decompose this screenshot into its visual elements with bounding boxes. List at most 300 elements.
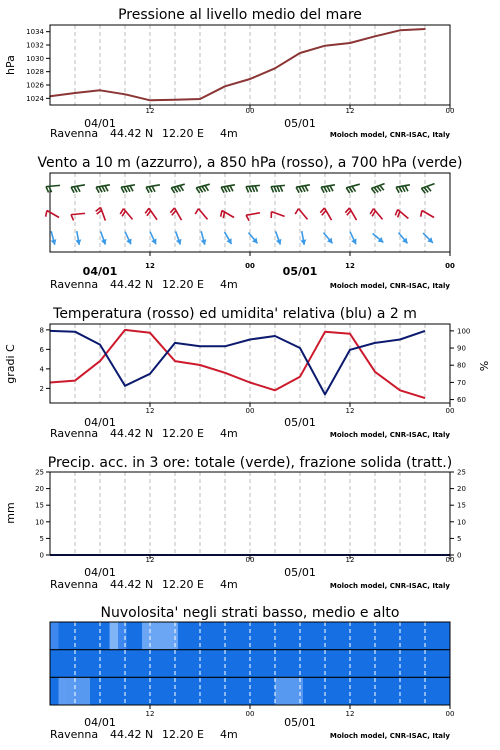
- pressure-point: [324, 45, 326, 47]
- wind-barb: [373, 234, 384, 243]
- wind-barb: [46, 185, 60, 192]
- chart-title: Temperatura (rosso) ed umidita' relativa (blu) a 2 m: [53, 306, 417, 322]
- cloud-cell: [356, 677, 365, 705]
- cloud-cell: [186, 650, 195, 678]
- barb-flag: [196, 188, 199, 193]
- date-label: 04/01: [84, 566, 116, 579]
- barb-flag: [221, 187, 224, 193]
- barb-flag: [71, 187, 74, 193]
- footer-location: Ravenna: [50, 578, 99, 591]
- barb-head: [201, 239, 207, 245]
- y-right-tick-label: 80: [457, 361, 466, 370]
- y-tick-label: 1032: [26, 41, 44, 50]
- cloud-cell: [127, 622, 136, 650]
- barb-shaft: [71, 213, 85, 214]
- x-tick-label: 12: [345, 107, 355, 115]
- wind-barb: [120, 209, 132, 220]
- y-tick-label: 0: [39, 551, 44, 560]
- wind-barb: [246, 213, 260, 221]
- cloud-cell: [254, 622, 263, 650]
- pressure-point: [199, 98, 201, 100]
- footer-lon: 12.20 E: [162, 127, 204, 140]
- cloud-cell: [339, 677, 348, 705]
- footer-lat: 44.42 N: [110, 578, 154, 591]
- x-tick-label: 12: [145, 407, 155, 415]
- cloud-cell: [348, 650, 357, 678]
- cloud-cell: [127, 650, 136, 678]
- barb-flag: [46, 187, 49, 193]
- pressure-point: [349, 42, 351, 44]
- barb-flag: [246, 215, 249, 221]
- cloud-cell: [144, 677, 153, 705]
- cloud-cell: [101, 622, 110, 650]
- date-label: 05/01: [284, 716, 316, 729]
- date-label: 05/01: [282, 265, 318, 278]
- barb-shaft: [246, 213, 260, 215]
- y-right-tick-label: 5: [457, 534, 462, 543]
- barb-shaft: [271, 212, 284, 217]
- y-tick-label: 1030: [26, 54, 44, 63]
- y-right-tick-label: 90: [457, 344, 466, 353]
- barb-flag: [71, 215, 74, 221]
- footer-elevation: 4m: [220, 427, 238, 440]
- y-tick-label: 2: [39, 384, 44, 393]
- barb-flag: [77, 186, 80, 192]
- footer-lat: 44.42 N: [110, 728, 154, 741]
- pressure-line: [50, 29, 425, 100]
- humidity-y-label: %: [478, 360, 491, 372]
- date-label: 04/01: [84, 117, 116, 130]
- cloud-cell: [356, 622, 365, 650]
- date-label: 04/01: [84, 716, 116, 729]
- barb-flag: [227, 186, 230, 192]
- wind-barb: [75, 231, 81, 245]
- barb-shaft: [47, 211, 59, 218]
- barb-flag: [296, 187, 299, 193]
- cloud-cell: [178, 622, 187, 650]
- cloud-cell: [424, 622, 433, 650]
- wind-barb: [396, 185, 410, 193]
- cloud-cell: [161, 677, 170, 705]
- barb-flag: [246, 187, 249, 193]
- y-tick-label: 20: [35, 485, 44, 494]
- footer-elevation: 4m: [220, 728, 238, 741]
- barb-flag: [146, 187, 149, 193]
- wind-barb: [121, 185, 135, 193]
- footer-model: Moloch model, CNR-ISAC, Italy: [329, 131, 450, 139]
- wind-barb: [221, 185, 235, 193]
- cloud-cell: [229, 650, 238, 678]
- barb-flag: [102, 186, 105, 192]
- cloud-cell: [407, 677, 416, 705]
- barb-flag: [370, 209, 373, 214]
- cloud-cell: [118, 622, 127, 650]
- cloud-cell: [288, 622, 297, 650]
- footer-elevation: 4m: [220, 578, 238, 591]
- footer-model: Moloch model, CNR-ISAC, Italy: [329, 582, 450, 590]
- cloud-cell: [110, 650, 119, 678]
- wind-barb: [350, 232, 357, 245]
- cloud-cell: [110, 622, 119, 650]
- cloud-cell: [416, 622, 425, 650]
- cloud-cell: [339, 650, 348, 678]
- cloud-cell: [263, 677, 272, 705]
- cloud-cell: [50, 622, 59, 650]
- date-label: 04/01: [84, 416, 116, 429]
- wind-barb: [176, 231, 182, 244]
- wind-barb: [201, 231, 207, 245]
- barb-flag: [130, 186, 133, 192]
- y-right-tick-label: 60: [457, 396, 466, 405]
- x-tick-label: 00: [245, 107, 255, 115]
- y-right-tick-label: 15: [457, 501, 466, 510]
- wind-barb: [321, 185, 335, 193]
- date-label: 05/01: [284, 566, 316, 579]
- wind-barb: [300, 231, 306, 245]
- x-tick-label: 00: [445, 262, 455, 270]
- cloud-cell: [382, 650, 391, 678]
- cloud-cell: [322, 677, 331, 705]
- wind-barb: [271, 212, 284, 218]
- barb-flag: [127, 186, 130, 192]
- cloud-cell: [322, 622, 331, 650]
- wind-barb: [421, 184, 434, 194]
- cloud-cell: [212, 622, 221, 650]
- cloud-cell: [356, 650, 365, 678]
- barb-flag: [152, 186, 155, 192]
- barb-flag: [402, 186, 405, 192]
- x-tick-label: 00: [245, 556, 255, 564]
- cloud-cell: [212, 650, 221, 678]
- pressure-point: [299, 52, 301, 54]
- footer-lat: 44.42 N: [110, 278, 154, 291]
- cloud-cell: [195, 650, 204, 678]
- y-right-tick-label: 25: [457, 468, 466, 477]
- y-tick-label: 1034: [26, 28, 44, 37]
- wind-barb: [395, 210, 408, 219]
- cloud-cell: [433, 622, 442, 650]
- barb-flag: [395, 210, 397, 216]
- footer-elevation: 4m: [220, 127, 238, 140]
- wind-barb: [225, 232, 232, 244]
- barb-flag: [302, 186, 305, 192]
- cloud-cell: [237, 677, 246, 705]
- barb-head: [51, 239, 57, 245]
- barb-flag: [277, 186, 280, 192]
- pressure-point: [174, 99, 176, 101]
- cloud-cell: [365, 677, 374, 705]
- x-tick-label: 00: [445, 710, 455, 718]
- footer-lat: 44.42 N: [110, 127, 154, 140]
- barb-flag: [295, 209, 298, 214]
- cloud-cell: [390, 622, 399, 650]
- wind-barb: [320, 208, 331, 220]
- cloud-cell: [50, 650, 59, 678]
- cloud-cell: [76, 622, 85, 650]
- barb-flag: [177, 186, 180, 191]
- cloud-cell: [314, 677, 323, 705]
- footer-model: Moloch model, CNR-ISAC, Italy: [329, 732, 450, 740]
- footer-location: Ravenna: [50, 278, 99, 291]
- cloud-cell: [348, 622, 357, 650]
- cloud-cell: [118, 677, 127, 705]
- cloud-cell: [152, 650, 161, 678]
- precipitation-chart: [4, 455, 466, 591]
- cloud-cell: [169, 677, 178, 705]
- cloud-cell: [305, 622, 314, 650]
- footer-location: Ravenna: [50, 728, 99, 741]
- wind-barb: [170, 208, 181, 220]
- temperature-line: [50, 330, 425, 398]
- wind-frame: [50, 173, 450, 252]
- y-tick-label: 1026: [26, 81, 44, 90]
- pressure-point: [424, 28, 426, 30]
- footer-location: Ravenna: [50, 127, 99, 140]
- cloud-cell: [365, 650, 374, 678]
- pressure-point: [374, 36, 376, 38]
- cloud-cell: [314, 622, 323, 650]
- cloud-cell: [305, 650, 314, 678]
- wind-barb: [295, 209, 307, 220]
- x-tick-label: 12: [145, 710, 155, 718]
- wind-barb: [195, 209, 207, 220]
- barb-flag: [255, 186, 258, 192]
- y-tick-label: 6: [39, 345, 44, 354]
- y-right-tick-label: 70: [457, 378, 466, 387]
- footer-elevation: 4m: [220, 278, 238, 291]
- barb-flag: [195, 209, 198, 214]
- x-tick-label: 00: [445, 556, 455, 564]
- chart-title: Nuvolosita' negli strati basso, medio e alto: [100, 605, 400, 621]
- barb-flag: [405, 186, 408, 192]
- date-label: 04/01: [82, 265, 118, 278]
- cloud-cell: [424, 650, 433, 678]
- y-tick-label: 5: [39, 534, 44, 543]
- y-tick-label: 1028: [26, 68, 44, 77]
- date-label: 05/01: [284, 416, 316, 429]
- barb-flag: [321, 187, 324, 193]
- pressure-point: [99, 90, 101, 92]
- cloud-cell: [390, 650, 399, 678]
- cloud-cell: [416, 650, 425, 678]
- cloud-cell: [237, 622, 246, 650]
- x-tick-label: 12: [145, 556, 155, 564]
- barb-flag: [330, 186, 333, 192]
- chart-title: Pressione al livello medio del mare: [118, 7, 362, 23]
- cloud-cell: [331, 677, 340, 705]
- cloud-cell: [127, 677, 136, 705]
- barb-shaft: [350, 208, 357, 220]
- cloud-cell: [314, 650, 323, 678]
- cloud-cell: [263, 622, 272, 650]
- cloud-cell: [280, 650, 289, 678]
- cloud-cell: [59, 622, 68, 650]
- wind-barb: [271, 185, 285, 192]
- cloud-cell: [144, 650, 153, 678]
- cloud-cell: [271, 622, 280, 650]
- barb-flag: [346, 188, 349, 193]
- cloud-cell: [297, 650, 306, 678]
- x-tick-label: 12: [345, 710, 355, 718]
- cloud-cell: [339, 622, 348, 650]
- cloud-cell: [441, 677, 450, 705]
- wind-barb: [421, 211, 434, 218]
- barb-flag: [202, 186, 205, 191]
- wind-barb: [150, 232, 157, 245]
- x-tick-label: 00: [445, 407, 455, 415]
- footer-lon: 12.20 E: [162, 728, 204, 741]
- cloud-cell: [110, 677, 119, 705]
- wind-barb: [96, 207, 106, 220]
- footer-lon: 12.20 E: [162, 427, 204, 440]
- cloud-cell: [382, 677, 391, 705]
- cloud-cell: [50, 677, 59, 705]
- x-tick-label: 00: [245, 710, 255, 718]
- barb-flag: [305, 186, 308, 192]
- cloud-cell: [280, 622, 289, 650]
- cloud-cell: [101, 677, 110, 705]
- pressure-point: [149, 100, 151, 102]
- y-right-tick-label: 10: [457, 518, 466, 527]
- y-right-tick-label: 0: [457, 551, 462, 560]
- y-right-tick-label: 20: [457, 485, 466, 494]
- barb-flag: [221, 211, 222, 217]
- x-tick-label: 12: [345, 262, 355, 270]
- cloud-cell: [178, 650, 187, 678]
- cloud-cell: [76, 650, 85, 678]
- pressure-point: [249, 78, 251, 80]
- y-tick-label: 25: [35, 468, 44, 477]
- wind-barb: [71, 185, 85, 193]
- y-tick-label: 1024: [26, 94, 44, 103]
- barb-flag: [252, 186, 255, 192]
- cloud-cell: [118, 650, 127, 678]
- barb-flag: [223, 212, 224, 218]
- cloud-cell: [84, 650, 93, 678]
- footer-lat: 44.42 N: [110, 427, 154, 440]
- cloud-cell: [348, 677, 357, 705]
- wind-barb: [171, 184, 185, 193]
- cloud-cell: [186, 622, 195, 650]
- cloud-cell: [59, 650, 68, 678]
- wind-barb: [71, 213, 85, 220]
- footer-model: Moloch model, CNR-ISAC, Italy: [329, 282, 450, 290]
- pressure-point: [74, 92, 76, 94]
- cloud-cell: [178, 677, 187, 705]
- cloud-cell: [169, 650, 178, 678]
- cloud-cell: [161, 650, 170, 678]
- barb-flag: [230, 186, 233, 192]
- footer-lon: 12.20 E: [162, 578, 204, 591]
- cloud-cell: [288, 650, 297, 678]
- y-tick-label: 15: [35, 501, 44, 510]
- temperature-y-label: gradi C: [4, 344, 17, 384]
- wind-barb: [145, 208, 157, 219]
- x-tick-label: 12: [345, 407, 355, 415]
- y-tick-label: 4: [39, 365, 44, 374]
- cloud-cell: [433, 650, 442, 678]
- barb-shaft: [46, 185, 60, 186]
- wind-barb: [51, 231, 57, 245]
- cloud-cell: [441, 650, 450, 678]
- temp-humidity-chart: [4, 306, 491, 440]
- cloud-cell: [142, 622, 178, 650]
- pressure-point: [274, 68, 276, 70]
- cloud-cell: [424, 677, 433, 705]
- wind-barb: [96, 185, 110, 193]
- barb-flag: [96, 187, 99, 193]
- cloud-cell: [203, 650, 212, 678]
- cloud-cell: [195, 622, 204, 650]
- cloud-cell: [263, 650, 272, 678]
- pressure-chart: [4, 7, 454, 140]
- cloud-cell: [433, 677, 442, 705]
- cloud-cell: [365, 622, 374, 650]
- cloud-cell: [297, 622, 306, 650]
- cloud-cell: [382, 622, 391, 650]
- cloud-cell: [254, 650, 263, 678]
- barb-flag: [271, 187, 274, 193]
- barb-flag: [280, 186, 283, 192]
- y-tick-label: 10: [35, 518, 44, 527]
- barb-flag: [121, 187, 124, 193]
- wind-barb: [196, 184, 210, 193]
- barb-flag: [396, 187, 399, 193]
- wind-chart: [37, 155, 462, 291]
- barb-flag: [120, 209, 123, 214]
- cloud-cell: [101, 650, 110, 678]
- x-tick-label: 00: [245, 262, 255, 270]
- wind-barb: [101, 231, 107, 244]
- wind-barb: [46, 211, 59, 218]
- cloud-cell: [135, 677, 144, 705]
- barb-flag: [105, 186, 108, 192]
- cloud-cell: [195, 677, 204, 705]
- pressure-point: [124, 94, 126, 96]
- wind-barb: [370, 209, 382, 220]
- cloud-cell: [331, 622, 340, 650]
- barb-shaft: [325, 208, 332, 220]
- wind-barb: [346, 184, 360, 193]
- footer-model: Moloch model, CNR-ISAC, Italy: [329, 431, 450, 439]
- cloud-cell: [390, 677, 399, 705]
- wind-barb: [371, 184, 384, 194]
- cloud-cell: [416, 677, 425, 705]
- pressure-frame: [50, 25, 450, 105]
- barb-flag: [205, 185, 208, 190]
- footer-lon: 12.20 E: [162, 278, 204, 291]
- chart-title: Precip. acc. in 3 ore: totale (verde), frazione solida (tratt.): [47, 455, 453, 471]
- pressure-y-label: hPa: [4, 55, 17, 75]
- cloud-cell: [62, 677, 90, 705]
- barb-flag: [171, 188, 174, 193]
- barb-shaft: [422, 211, 434, 218]
- chart-title: Vento a 10 m (azzurro), a 850 hPa (rosso), a 700 hPa (verde): [37, 155, 463, 171]
- cloud-cell: [275, 677, 303, 705]
- cloud-cell: [186, 677, 195, 705]
- barb-shaft: [175, 208, 182, 220]
- cloud-cell: [203, 622, 212, 650]
- cloud-cell: [407, 622, 416, 650]
- pressure-point: [224, 86, 226, 88]
- cloud-cell: [305, 677, 314, 705]
- barb-flag: [180, 185, 183, 190]
- cloud-cell: [254, 677, 263, 705]
- cloud-cell: [229, 677, 238, 705]
- barb-flag: [327, 186, 330, 192]
- wind-barb: [246, 185, 260, 192]
- cloud-cell: [229, 622, 238, 650]
